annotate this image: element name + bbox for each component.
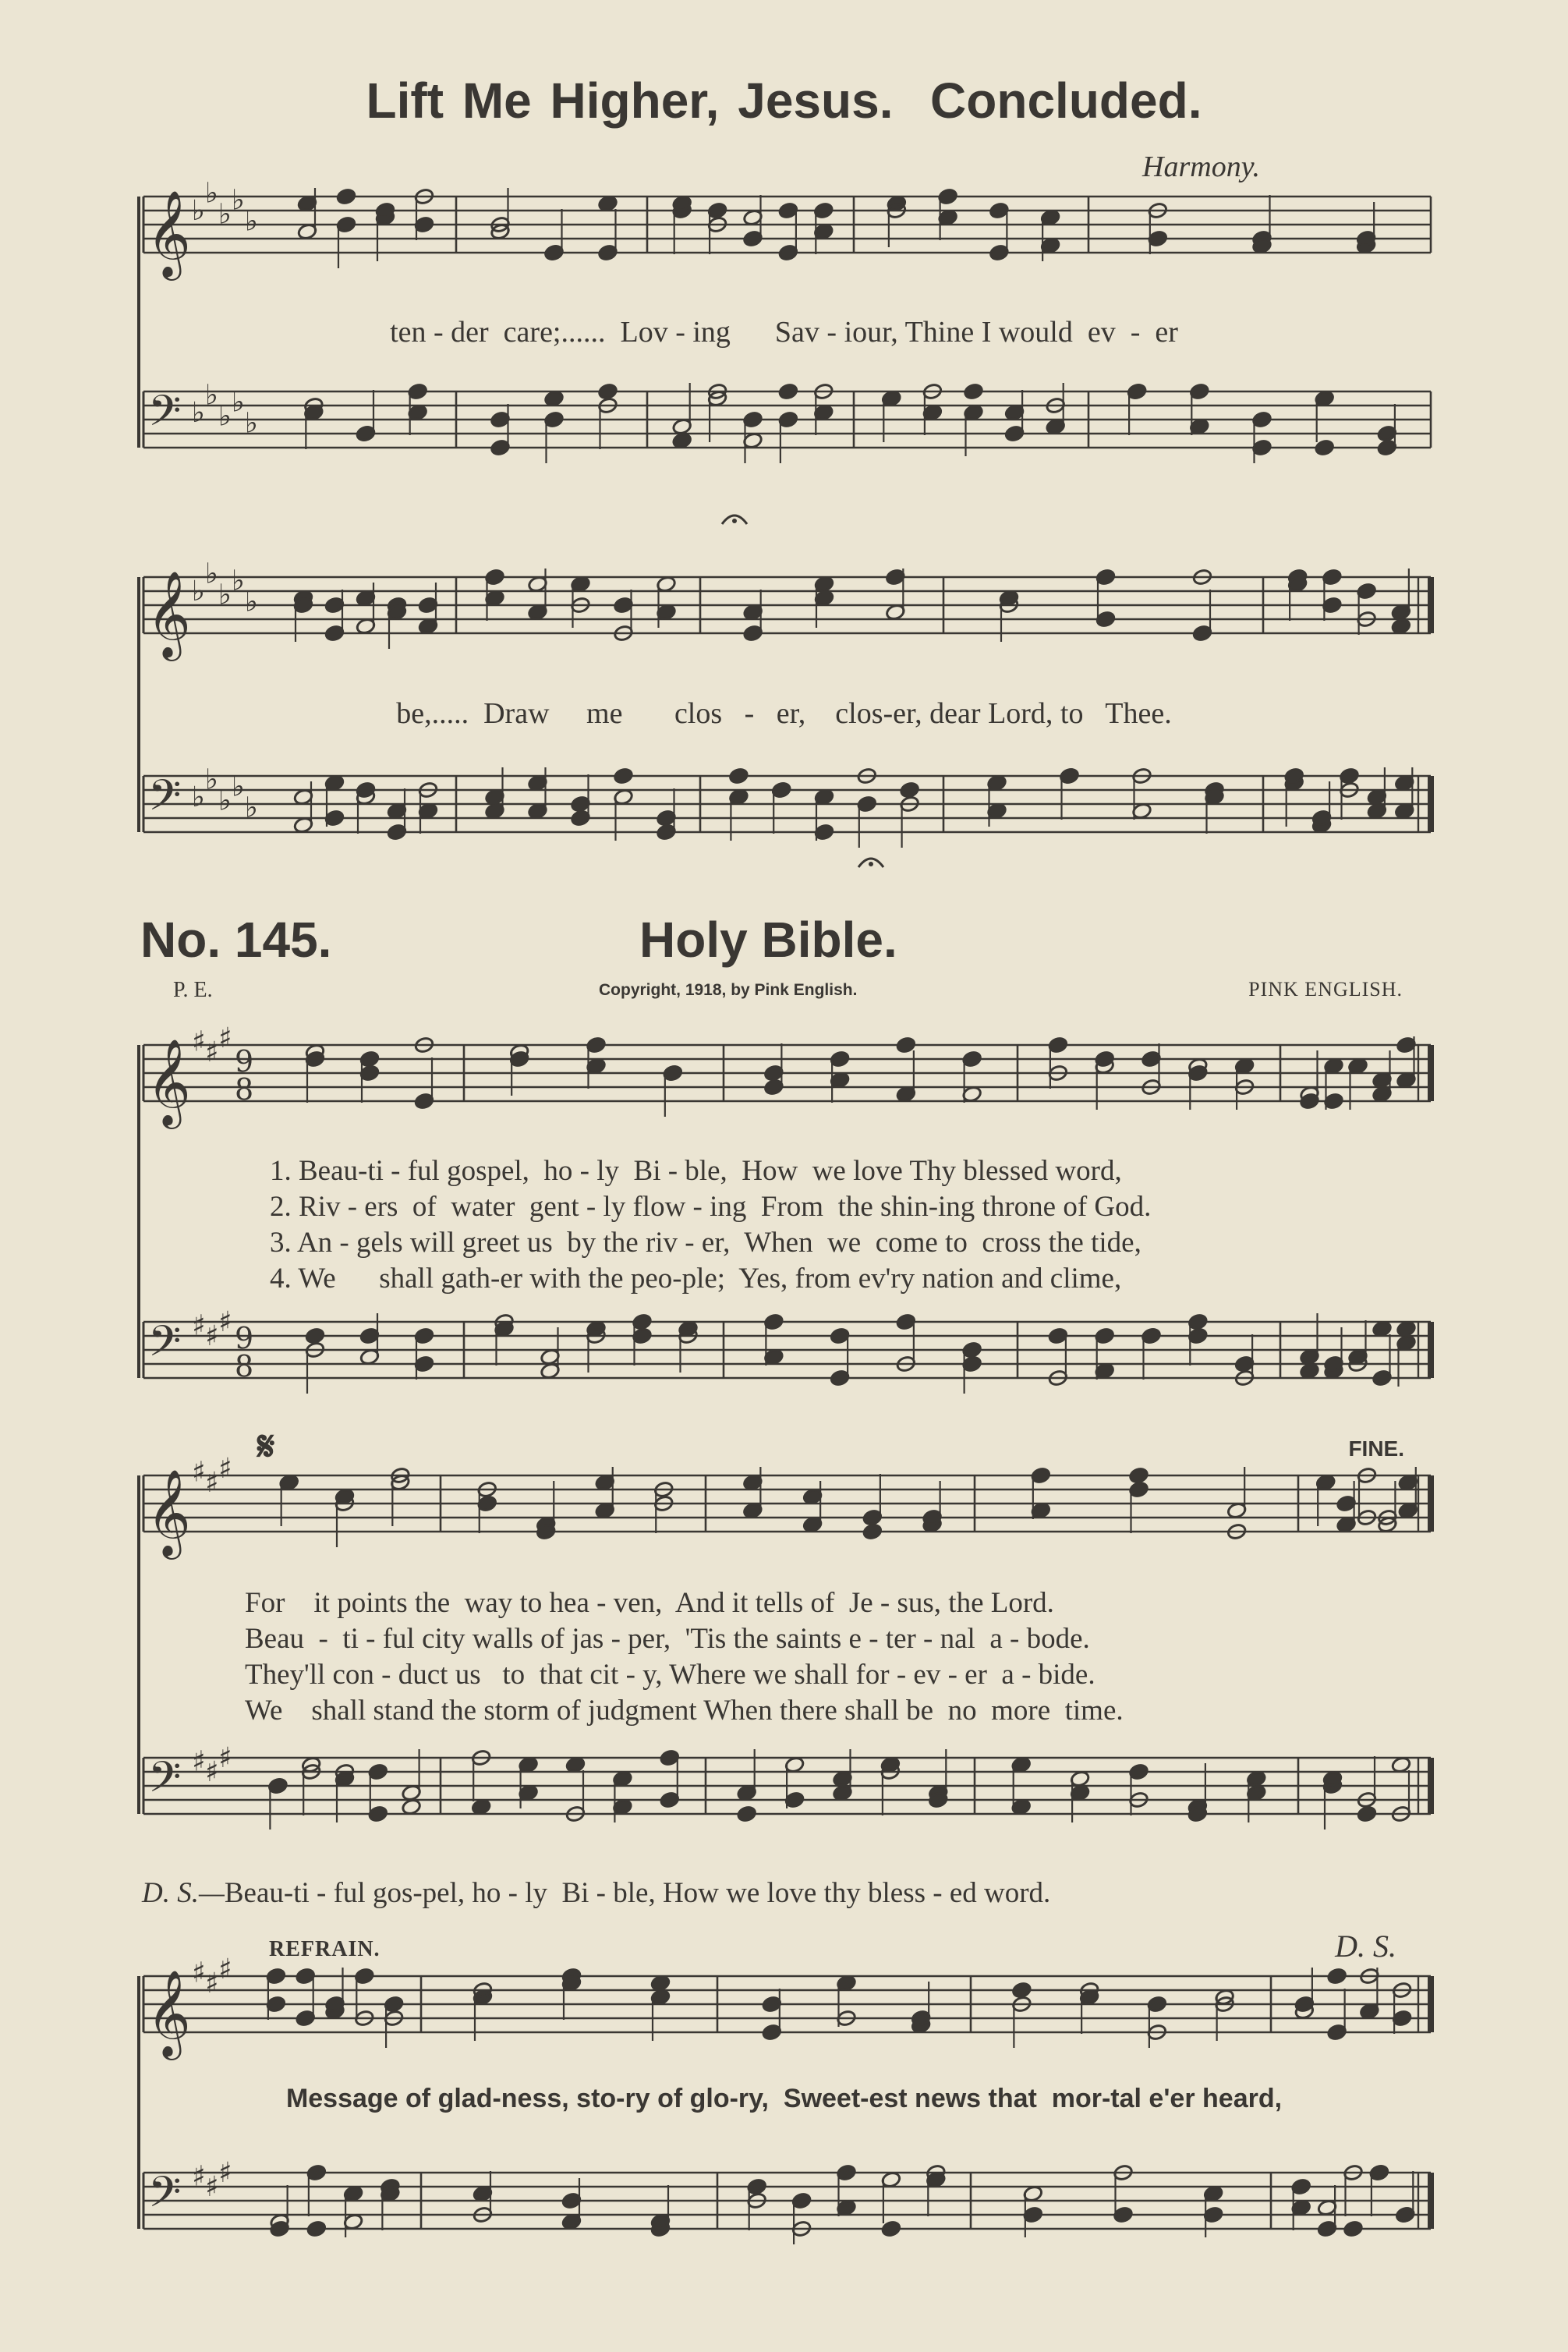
ds-lyrics-line bbox=[142, 1876, 1050, 1910]
flat-accidental: ♭ bbox=[218, 198, 232, 231]
sharp-accidental: ♯ bbox=[192, 1309, 206, 1342]
fermata-dot bbox=[869, 862, 873, 866]
final-barline bbox=[1428, 1976, 1434, 2032]
lyrics-line-2: be,..... Draw me clos - er, clos-er, dear Lord, to Thee. bbox=[396, 697, 1172, 730]
flat-accidental: ♭ bbox=[245, 407, 258, 440]
verse-line-4a: 4. We shall gath-er with the peo-ple; Yes, from ev'ry nation and clime, bbox=[270, 1263, 1122, 1295]
final-barline bbox=[1428, 1322, 1434, 1378]
ds-label: D. S.— bbox=[142, 1877, 225, 1909]
notehead bbox=[305, 1327, 325, 1345]
sharp-accidental: ♯ bbox=[192, 1745, 206, 1778]
verse-line-2b: Beau - ti - ful city walls of jas - per, 'Tis the saints e - ter - nal a - bode. bbox=[245, 1623, 1090, 1655]
bass-clef: 𝄢 bbox=[148, 770, 182, 831]
treble-clef: 𝄞 bbox=[147, 1468, 191, 1556]
sharp-accidental: ♯ bbox=[205, 1320, 219, 1352]
sharp-accidental: ♯ bbox=[192, 1025, 206, 1058]
verse-line-3a: 3. An - gels will greet us by the riv - er, When we come to cross the tide, bbox=[270, 1227, 1141, 1259]
verse-line-3b: They'll con - duct us to that cit - y, Where we shall for - ev - er a - bide. bbox=[245, 1659, 1095, 1691]
time-signature-top: 9 bbox=[235, 1044, 254, 1079]
fermata-dot bbox=[732, 519, 737, 523]
sharp-accidental: ♯ bbox=[218, 1742, 232, 1774]
sharp-accidental: ♯ bbox=[218, 1022, 232, 1054]
ds-marking: D. S. bbox=[1335, 1929, 1396, 1964]
sharp-accidental: ♯ bbox=[205, 1036, 219, 1068]
bass-clef: 𝄢 bbox=[148, 386, 182, 446]
flat-accidental: ♭ bbox=[192, 576, 205, 607]
notehead bbox=[597, 383, 618, 401]
treble-clef: 𝄞 bbox=[147, 190, 191, 277]
flat-accidental: ♭ bbox=[245, 205, 258, 238]
flat-accidental: ♭ bbox=[245, 792, 258, 824]
notehead bbox=[336, 188, 356, 206]
flat-accidental: ♭ bbox=[205, 763, 218, 796]
flat-accidental: ♭ bbox=[232, 770, 245, 803]
refrain-label: REFRAIN. bbox=[269, 1937, 380, 1961]
sharp-accidental: ♯ bbox=[192, 2160, 206, 2193]
harmony-marking: Harmony. bbox=[1142, 151, 1260, 183]
final-barline bbox=[1428, 1758, 1434, 1814]
notehead bbox=[778, 383, 798, 401]
flat-accidental: ♭ bbox=[192, 397, 205, 429]
verse-line-1a: 1. Beau-ti - ful gospel, ho - ly Bi - ble, How we love Thy blessed word, bbox=[270, 1155, 1122, 1187]
time-signature-bottom: 8 bbox=[235, 1072, 254, 1107]
sharp-accidental: ♯ bbox=[205, 1968, 219, 2000]
flat-accidental: ♭ bbox=[245, 586, 258, 618]
final-barline bbox=[1428, 2173, 1434, 2229]
sharp-accidental: ♯ bbox=[205, 1467, 219, 1499]
bass-clef: 𝄢 bbox=[148, 2167, 182, 2227]
bass-clef: 𝄢 bbox=[148, 1316, 182, 1376]
flat-accidental: ♭ bbox=[205, 558, 218, 590]
time-signature-top: 9 bbox=[235, 1321, 254, 1355]
hymn-number: No. 145. bbox=[140, 912, 332, 968]
treble-clef: 𝄞 bbox=[147, 1038, 191, 1125]
notehead bbox=[1343, 2220, 1363, 2238]
notehead bbox=[728, 767, 749, 785]
sharp-accidental: ♯ bbox=[218, 1306, 232, 1338]
notehead bbox=[737, 1805, 757, 1823]
verse-line-4b: We shall stand the storm of judgment When there shall be no more time. bbox=[245, 1695, 1124, 1727]
flat-accidental: ♭ bbox=[232, 184, 245, 217]
flat-accidental: ♭ bbox=[192, 195, 205, 227]
treble-clef: 𝄞 bbox=[147, 1969, 191, 2056]
segno-sign: 𝄋 bbox=[257, 1425, 275, 1469]
notehead bbox=[1128, 1467, 1149, 1485]
final-barline bbox=[1428, 1045, 1434, 1101]
flat-accidental: ♭ bbox=[218, 579, 232, 611]
notehead bbox=[613, 767, 633, 785]
flat-accidental: ♭ bbox=[192, 781, 205, 813]
final-barline bbox=[1428, 1475, 1434, 1532]
sharp-accidental: ♯ bbox=[205, 2171, 219, 2203]
flat-accidental: ♭ bbox=[232, 386, 245, 419]
verse-line-2a: 2. Riv - ers of water gent - ly flow - ing From the shin-ing throne of God. bbox=[270, 1191, 1152, 1223]
notehead bbox=[862, 1523, 883, 1541]
sharp-accidental: ♯ bbox=[218, 1453, 232, 1485]
sharp-accidental: ♯ bbox=[192, 1456, 206, 1489]
bass-clef: 𝄢 bbox=[148, 1752, 182, 1812]
flat-accidental: ♭ bbox=[232, 565, 245, 597]
flat-accidental: ♭ bbox=[218, 785, 232, 817]
time-signature-bottom: 8 bbox=[235, 1349, 254, 1383]
copyright-notice: Copyright, 1918, by Pink English. bbox=[599, 981, 858, 999]
hymn-title-continued: Lift Me Higher, Jesus. Concluded. bbox=[366, 73, 1202, 129]
notehead bbox=[963, 383, 983, 401]
ds-lyrics: Beau-ti - ful gos-pel, ho - ly Bi - ble, How we love thy bless - ed word. bbox=[224, 1877, 1051, 1909]
notehead bbox=[306, 2220, 327, 2238]
fine-marking: FINE. bbox=[1348, 1436, 1404, 1461]
treble-clef: 𝄞 bbox=[147, 570, 191, 657]
sharp-accidental: ♯ bbox=[218, 2157, 232, 2189]
notehead bbox=[1011, 1982, 1032, 2000]
notehead bbox=[900, 781, 920, 799]
final-barline bbox=[1428, 577, 1434, 633]
sharp-accidental: ♯ bbox=[192, 1957, 206, 1989]
notehead bbox=[1357, 1805, 1377, 1823]
notehead bbox=[1327, 1968, 1347, 1985]
flat-accidental: ♭ bbox=[205, 379, 218, 412]
verse-line-1b: For it points the way to hea - ven, And it tells of Je - sus, the Lord. bbox=[245, 1587, 1054, 1619]
refrain-lyrics: Message of glad-ness, sto-ry of glo-ry, Sweet-est news that mor-tal e'er heard, bbox=[285, 2084, 1283, 2113]
flat-accidental: ♭ bbox=[218, 400, 232, 433]
final-barline bbox=[1428, 776, 1434, 832]
author-name: PINK ENGLISH. bbox=[1248, 978, 1403, 1001]
hymn-title: Holy Bible. bbox=[639, 912, 897, 968]
lyrics-line-1: ten - der care;...... Lov - ing Sav - iour, Thine I would ev - er bbox=[390, 316, 1178, 349]
composer-initials: P. E. bbox=[173, 978, 213, 1002]
flat-accidental: ♭ bbox=[205, 177, 218, 210]
sharp-accidental: ♯ bbox=[205, 1756, 219, 1788]
sharp-accidental: ♯ bbox=[218, 1954, 232, 1985]
